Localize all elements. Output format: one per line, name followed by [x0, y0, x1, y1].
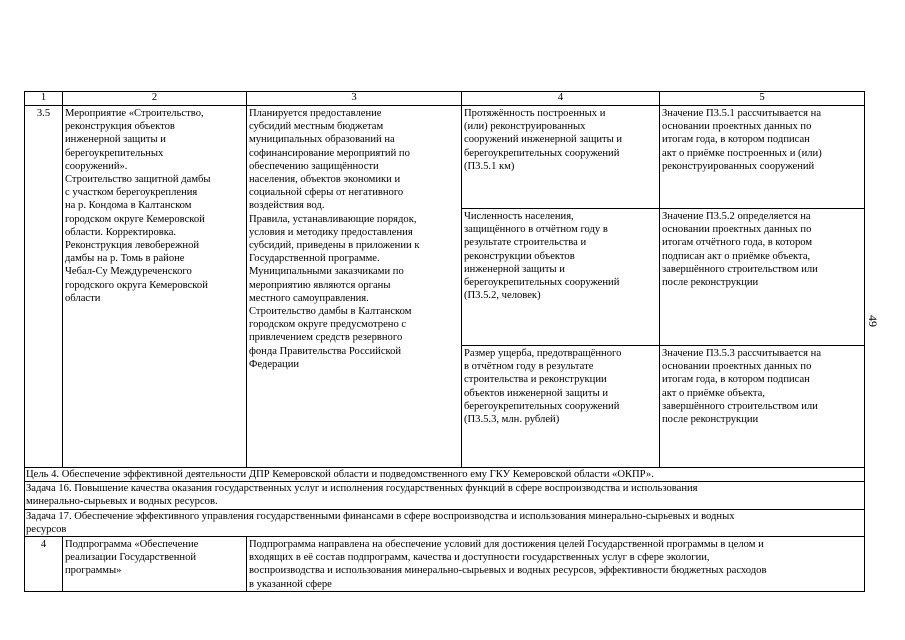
goal-row [25, 468, 865, 482]
indicator-name: Протяжённость построенных и (или) реконструированных сооружений инженерной защиты и берегоукрепительных сооружений (П3.5.1 км) [462, 106, 660, 209]
program-table [24, 91, 865, 592]
header-row [25, 92, 865, 106]
header-col-1: 1 [25, 92, 63, 106]
header-col-4: 4 [462, 92, 660, 106]
header-col-2: 2 [63, 92, 247, 106]
task-row [25, 509, 865, 536]
indicator-method: Значение П3.5.3 рассчитывается на основании проектных данных по итогам года, в котором подписан акт о приёмке объекта, завершённого строительством или после реконструкции [660, 346, 865, 468]
indicator-name: Численность населения, защищённого в отчётном году в результате строительства и реконструкции объектов инженерной защиты и берегоукрепительных сооружений (П3.5.2, человек) [462, 209, 660, 346]
table-row [25, 106, 865, 209]
goal-4-text: Цель 4. Обеспечение эффективной деятельности ДПР Кемеровской области и подведомственного ему ГКУ Кемеровской области «ОКПР». [25, 468, 865, 482]
page-number: 49 [866, 315, 880, 327]
indicator-method: Значение П3.5.2 определяется на основании проектных данных по итогам отчётного года, в котором подписан акт о приёмке объекта, завершённого строительством или после реконструкции [660, 209, 865, 346]
measure-description: Планируется предоставление субсидий местным бюджетам муниципальных образований на софинансирование мероприятий по обеспечению защищённости населения, объектов экономики и социальной сферы от негативного воздействия вод. Правила, устанавливающие порядок, условия и методику предоставления субсидий, приведены в приложении к Государственной программе. Муниципальными заказчиками по мероприятию являются органы местного самоуправления. Строительство дамбы в Калтанском городском округе предусмотрено с привлечением средств резервного фонда Правительства Российской Федерации [247, 106, 462, 468]
task-16-text: Задача 16. Повышение качества оказания государственных услуг и исполнения государственных функций в сфере воспроизводства и использования минерально-сырьевых и водных ресурсов. [25, 482, 865, 509]
indicator-name: Размер ущерба, предотвращённого в отчётном году в результате строительства и реконструкции объектов инженерной защиты и берегоукрепительных сооружений (П3.5.3, млн. рублей) [462, 346, 660, 468]
measure-name: Мероприятие «Строительство, реконструкция объектов инженерной защиты и берегоукрепительных сооружений». Строительство защитной дамбы с участком берегоукрепления на р. Кондома в Калтанском городском округе Кемеровской области. Корректировка. Реконструкция левобережной дамбы на р. Томь в районе Чебал-Су Междуреченского городского округа Кемеровской области [63, 106, 247, 468]
indicator-method: Значение П3.5.1 рассчитывается на основании проектных данных по итогам года, в котором подписан акт о приёмке построенных и (или) реконструированных сооружений [660, 106, 865, 209]
row-number: 4 [25, 537, 63, 592]
subprogram-description: Подпрограмма направлена на обеспечение условий для достижения целей Государственной программы в целом и входящих в её состав подпрограмм, качества и доступности государственных услуг в сфере экологии, воспроизводства и использования минерально-сырьевых и водных ресурсов, эффективности бюджетных расходов в указанной сфере [247, 537, 865, 592]
header-col-3: 3 [247, 92, 462, 106]
header-col-5: 5 [660, 92, 865, 106]
subprogram-name: Подпрограмма «Обеспечение реализации Государственной программы» [63, 537, 247, 592]
task-row [25, 482, 865, 509]
table-row [25, 537, 865, 592]
row-number: 3.5 [25, 106, 63, 468]
task-17-text: Задача 17. Обеспечение эффективного управления государственными финансами в сфере воспроизводства и использования минерально-сырьевых и водных ресурсов [25, 509, 865, 536]
